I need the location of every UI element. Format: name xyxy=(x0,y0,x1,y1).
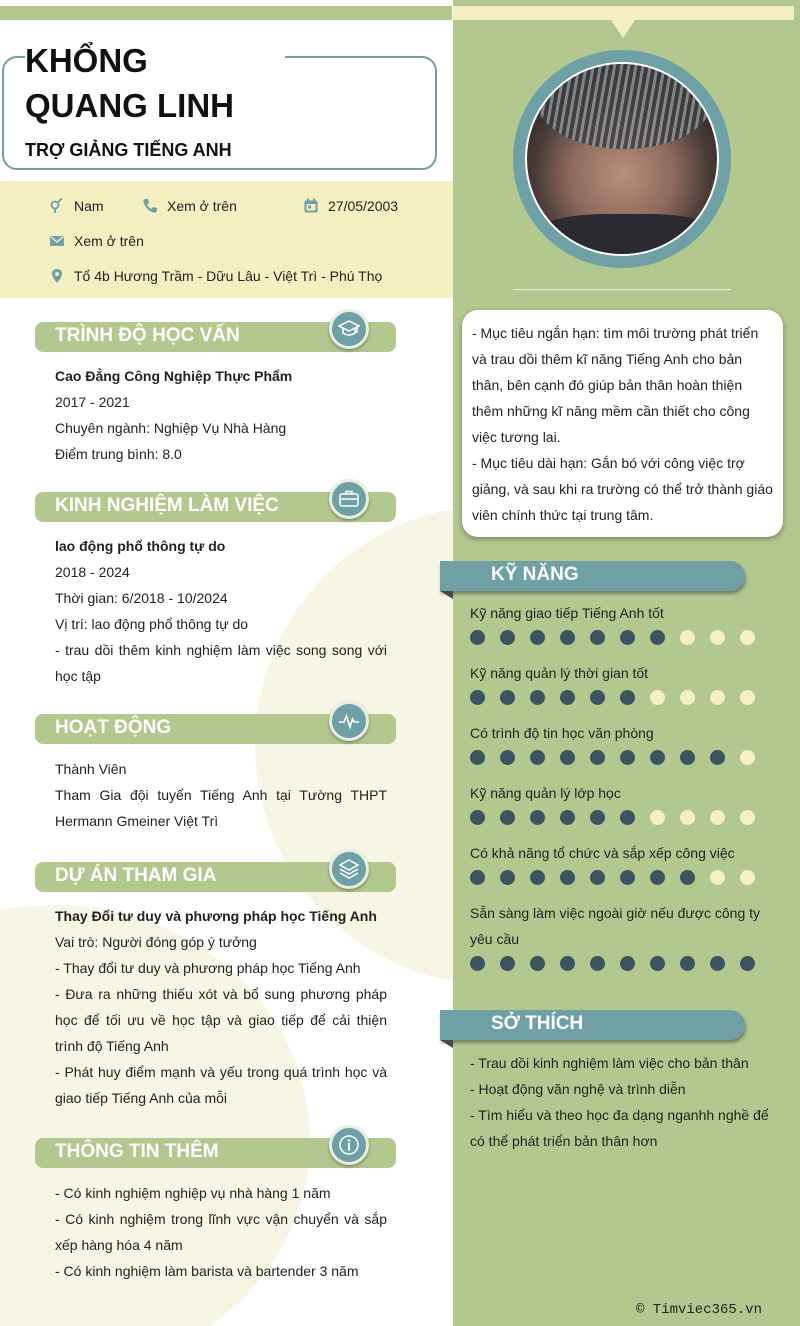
skill-dot-empty xyxy=(680,690,695,705)
skill-dot-filled xyxy=(560,870,575,885)
experience-position: Vị trí: lao động phổ thông tự do xyxy=(55,616,249,632)
skill-name: Sẵn sàng làm việc ngoài giờ nếu được công ty yêu cầu xyxy=(470,905,761,947)
skill-dot-filled xyxy=(500,870,515,885)
experience-description: - trau dồi thêm kinh nghiệm làm việc song song với học tập xyxy=(55,642,387,684)
education-period: 2017 - 2021 xyxy=(55,394,130,410)
project-detail: - Đưa ra những thiếu xót và bổ sung phương pháp học để tối ưu về học tập và giao tiếp để cải thiện trình độ Tiếng Anh xyxy=(55,986,387,1054)
contact-birthday xyxy=(302,197,398,215)
right-top-notch xyxy=(611,20,635,38)
skill-dot-filled xyxy=(530,810,545,825)
footer-credit: © Timviec365.vn xyxy=(636,1302,763,1318)
right-column xyxy=(453,0,800,1326)
school-name: Cao Đẳng Công Nghiệp Thực Phẩm xyxy=(55,368,293,384)
projects-heading xyxy=(35,862,396,892)
skill-dot-filled xyxy=(620,630,635,645)
objective-short-term: - Mục tiêu ngắn hạn: tìm môi trường phát triển và trau dồi thêm kĩ năng Tiếng Anh cho bản thân, bên cạnh đó giúp bản thân hoàn thiện thêm những kĩ năng mềm cần thiết cho công việc tương lai. xyxy=(472,325,759,445)
contact-phone xyxy=(141,197,237,215)
contact-gender xyxy=(48,197,104,215)
skill-dot-filled xyxy=(530,690,545,705)
info-icon xyxy=(329,1125,369,1165)
skill-dot-empty xyxy=(740,810,755,825)
skill-dot-filled xyxy=(620,810,635,825)
mail-icon xyxy=(48,232,66,250)
skill-dot-filled xyxy=(530,630,545,645)
additional-item: - Có kinh nghiệm làm barista và bartender 3 năm xyxy=(55,1263,359,1279)
candidate-name xyxy=(25,38,285,128)
additional-info-heading xyxy=(35,1138,396,1168)
right-top-strip xyxy=(453,6,794,20)
skill-dot-filled xyxy=(650,750,665,765)
hobbies-heading xyxy=(440,1010,745,1040)
skill-dot-filled xyxy=(590,630,605,645)
project-name: Thay Đổi tư duy và phương pháp học Tiếng Anh xyxy=(55,908,377,924)
skill-dot-filled xyxy=(530,870,545,885)
hobbies-title: SỞ THÍCH xyxy=(491,1013,584,1034)
briefcase-icon xyxy=(329,479,369,519)
activities-heading xyxy=(35,714,396,744)
skill-dot-empty xyxy=(740,870,755,885)
skill-dot-empty xyxy=(710,870,725,885)
skill-dot-filled xyxy=(650,956,665,971)
name-line-1: KHỔNG xyxy=(25,42,148,79)
skill-dot-filled xyxy=(560,810,575,825)
skill-dot-filled xyxy=(500,630,515,645)
skill-dot-empty xyxy=(740,750,755,765)
skill-dot-filled xyxy=(590,810,605,825)
skill-dot-empty xyxy=(680,810,695,825)
skill-dot-filled xyxy=(470,690,485,705)
skill-name: Kỹ năng giao tiếp Tiếng Anh tốt xyxy=(470,605,664,621)
skill-dot-filled xyxy=(530,750,545,765)
calendar-icon xyxy=(302,197,320,215)
education-gpa: Điểm trung bình: 8.0 xyxy=(55,446,182,462)
avatar-shirt xyxy=(525,214,719,256)
skill-dot-empty xyxy=(710,690,725,705)
gender-icon xyxy=(48,197,66,215)
name-line-2: QUANG LINH xyxy=(25,87,234,124)
skill-dot-filled xyxy=(590,956,605,971)
skill-dot-filled xyxy=(620,956,635,971)
email-value: Xem ở trên xyxy=(74,233,144,249)
avatar xyxy=(525,62,719,256)
skill-dot-filled xyxy=(590,870,605,885)
skill-dot-filled xyxy=(620,870,635,885)
skill-dot-filled xyxy=(560,750,575,765)
project-role: Vai trò: Người đóng góp ý tưởng xyxy=(55,934,257,950)
skill-dot-empty xyxy=(710,630,725,645)
projects-title: DỰ ÁN THAM GIA xyxy=(55,865,217,886)
skill-dot-filled xyxy=(710,956,725,971)
project-detail: - Thay đổi tư duy và phương pháp học Tiếng Anh xyxy=(55,960,361,976)
hobby-item: - Tìm hiểu và theo học đa dạng nganhh nghề để có thể phát triển bản thân hơn xyxy=(470,1107,769,1149)
experience-title: KINH NGHIỆM LÀM VIỆC xyxy=(55,495,279,516)
phone-icon xyxy=(141,197,159,215)
education-major: Chuyên ngành: Nghiệp Vụ Nhà Hàng xyxy=(55,420,287,436)
education-body xyxy=(55,363,387,467)
skill-dot-filled xyxy=(470,630,485,645)
skill-dot-filled xyxy=(500,690,515,705)
objective-long-term: - Mục tiêu dài hạn: Gắn bó với công việc trợ giảng, và sau khi ra trường có thể trở thành giáo viên chính thức tại trung tâm. xyxy=(472,455,773,523)
activity-role: Thành Viên xyxy=(55,761,127,777)
skill-dot-empty xyxy=(650,810,665,825)
skill-dot-filled xyxy=(560,690,575,705)
additional-info-title: THÔNG TIN THÊM xyxy=(55,1141,219,1162)
divider xyxy=(513,289,731,290)
hobbies-body xyxy=(470,1050,780,1154)
skill-dot-empty xyxy=(740,630,755,645)
activities-body xyxy=(55,756,387,834)
skill-dot-filled xyxy=(740,956,755,971)
skill-dot-filled xyxy=(500,750,515,765)
skill-name: Có khả năng tổ chức và sắp xếp công việc xyxy=(470,845,735,861)
skill-dot-filled xyxy=(470,810,485,825)
activity-description: Tham Gia đội tuyển Tiếng Anh tại Tường THPT Hermann Gmeiner Việt Trì xyxy=(55,787,387,829)
skill-dot-empty xyxy=(680,630,695,645)
contact-email xyxy=(48,232,144,250)
objective-box xyxy=(462,310,783,537)
skill-dot-filled xyxy=(560,956,575,971)
skill-dot-filled xyxy=(530,956,545,971)
address-value: Tổ 4b Hương Trầm - Dữu Lâu - Việt Trì - Phú Thọ xyxy=(74,268,383,284)
skill-dot-empty xyxy=(650,690,665,705)
skill-dot-filled xyxy=(500,810,515,825)
activities-title: HOẠT ĐỘNG xyxy=(55,717,172,738)
skill-dot-filled xyxy=(620,690,635,705)
skill-dot-empty xyxy=(710,810,725,825)
birthday-value: 27/05/2003 xyxy=(328,198,399,214)
skill-dot-filled xyxy=(470,956,485,971)
location-pin-icon xyxy=(48,267,66,285)
heading-fold xyxy=(440,591,453,599)
additional-item: - Có kinh nghiệm nghiệp vụ nhà hàng 1 năm xyxy=(55,1185,331,1201)
projects-body xyxy=(55,903,387,1111)
contact-address xyxy=(48,267,382,285)
experience-period: 2018 - 2024 xyxy=(55,564,130,580)
project-detail: - Phát huy điểm mạnh và yếu trong quá trình học và giao tiếp Tiếng Anh của mỗi xyxy=(55,1064,387,1106)
education-title: TRÌNH ĐỘ HỌC VẤN xyxy=(55,325,240,346)
skill-dot-filled xyxy=(590,690,605,705)
additional-info-body xyxy=(55,1180,387,1284)
skill-dot-filled xyxy=(680,956,695,971)
hobby-item: - Hoạt động văn nghệ và trình diễn xyxy=(470,1081,686,1097)
top-strip xyxy=(0,6,452,20)
skill-dot-filled xyxy=(620,750,635,765)
experience-body xyxy=(55,533,387,689)
skill-dot-filled xyxy=(560,630,575,645)
avatar-hair xyxy=(537,62,712,149)
skill-name: Kỹ năng quản lý thời gian tốt xyxy=(470,665,649,681)
skill-dot-filled xyxy=(470,750,485,765)
skill-dot-filled xyxy=(710,750,725,765)
experience-time: Thời gian: 6/2018 - 10/2024 xyxy=(55,590,228,606)
experience-role: lao động phổ thông tự do xyxy=(55,538,226,554)
skill-dot-filled xyxy=(650,870,665,885)
skill-name: Có trình độ tin học văn phòng xyxy=(470,725,654,741)
skill-dot-empty xyxy=(740,690,755,705)
pulse-icon xyxy=(329,701,369,741)
skill-dot-filled xyxy=(680,870,695,885)
additional-item: - Có kinh nghiệm trong lĩnh vực vận chuyển và sắp xếp hàng hóa 4 năm xyxy=(55,1211,387,1253)
education-heading xyxy=(35,322,396,352)
skill-dot-filled xyxy=(500,956,515,971)
experience-heading xyxy=(35,492,396,522)
contact-block xyxy=(0,181,453,298)
skills-title: KỸ NĂNG xyxy=(491,564,579,585)
graduation-cap-icon xyxy=(329,309,369,349)
job-title: TRỢ GIẢNG TIẾNG ANH xyxy=(25,140,232,160)
skill-dot-filled xyxy=(470,870,485,885)
skill-dot-filled xyxy=(590,750,605,765)
gender-value: Nam xyxy=(74,198,104,214)
skills-heading xyxy=(440,561,745,591)
layers-icon xyxy=(329,849,369,889)
heading-fold xyxy=(440,1040,453,1048)
skill-name: Kỹ năng quản lý lớp học xyxy=(470,785,621,801)
hobby-item: - Trau dồi kinh nghiệm làm việc cho bản thân xyxy=(470,1055,749,1071)
skill-dot-filled xyxy=(650,630,665,645)
phone-value: Xem ở trên xyxy=(167,198,237,214)
skill-dot-filled xyxy=(680,750,695,765)
